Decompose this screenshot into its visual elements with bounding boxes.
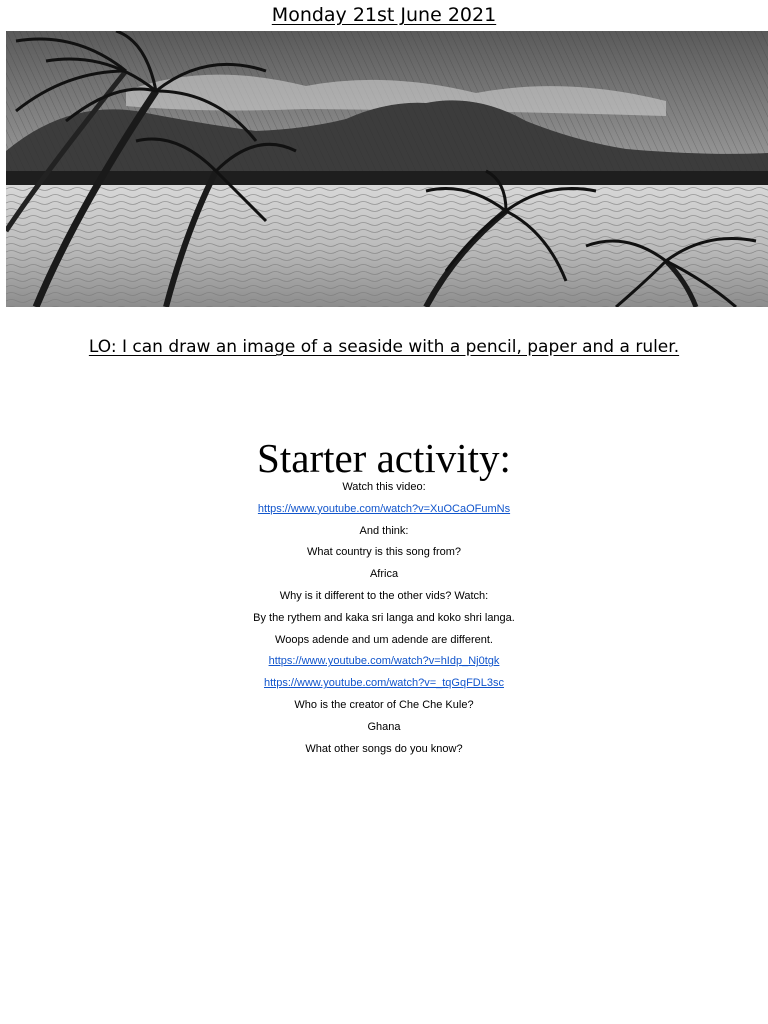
answer-country: Africa xyxy=(369,568,399,581)
page-date: Monday 21st June 2021 xyxy=(271,4,497,26)
learning-objective: LO: I can draw an image of a seaside with a pencil, paper and a ruler. xyxy=(88,337,680,357)
answer-different-1: By the rythem and kaka sri langa and koko shri langa. xyxy=(253,611,515,624)
video-link-1[interactable]: https://www.youtube.com/watch?v=XuOCaOFumNs xyxy=(257,502,511,515)
question-country: What country is this song from? xyxy=(306,546,462,559)
video-link-3[interactable]: https://www.youtube.com/watch?v=_tqGqFDL3sc xyxy=(264,677,504,690)
question-creator: Who is the creator of Che Che Kule? xyxy=(294,698,474,711)
video-link-2[interactable]: https://www.youtube.com/watch?v=hIdp_Nj0tgk xyxy=(268,655,500,668)
question-different: Why is it different to the other vids? Watch: xyxy=(279,589,489,602)
question-other-songs: What other songs do you know? xyxy=(305,742,463,755)
starter-activity-lines xyxy=(0,477,768,760)
starter-activity-heading: Starter activity: xyxy=(257,435,511,481)
answer-creator: Ghana xyxy=(367,720,401,733)
instruction-think: And think: xyxy=(359,524,409,537)
answer-different-2: Woops adende and um adende are different. xyxy=(275,633,493,646)
instruction-watch: Watch this video: xyxy=(342,481,426,493)
palm-beach-sketch-image xyxy=(6,31,768,307)
